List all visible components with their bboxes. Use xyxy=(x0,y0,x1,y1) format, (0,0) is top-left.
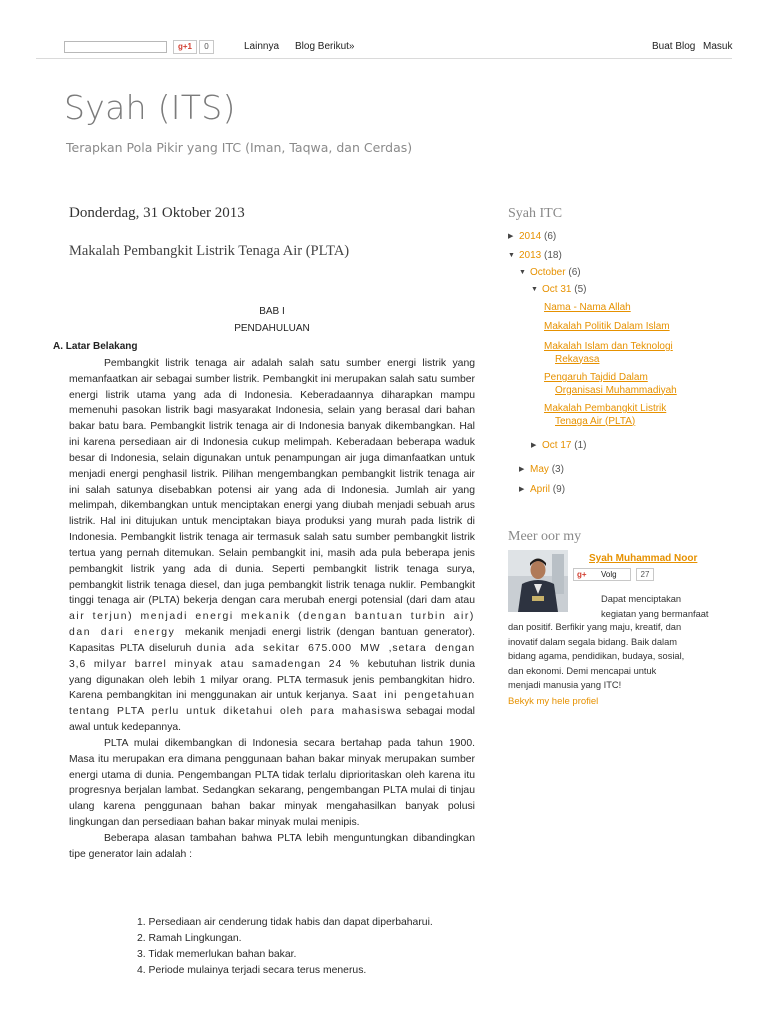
triangle-down-icon[interactable]: ▼ xyxy=(519,269,526,276)
paragraph-2: PLTA mulai dikembangkan di Indonesia secara bertahap pada tahun 1900. Masa itu merupakan era dimana penggunaan bahan bakar minyak merupakan sumber energi utama di dunia. Pengembangan PLTA tidak terlalu diprioritaskan oleh karena itu progresnya berjalan lambat. Sedangkan sekarang, pengembangan PLTA mulai di tinjau ulang karena penggunaan bahan bakar minyak mengahasilkan banyak polusi lingkungan dan persediaan bahan bakar minyak mulai menipis. xyxy=(69,737,475,829)
section-heading: A. Latar Belakang xyxy=(53,341,138,352)
list-item: 2. Ramah Lingkungan. xyxy=(137,933,242,945)
chapter-number: BAB I xyxy=(259,306,285,317)
post-body xyxy=(69,356,475,863)
archive-link-october[interactable]: October xyxy=(530,267,566,278)
chapter-title: PENDAHULUAN xyxy=(234,323,310,334)
list-item: 3. Tidak memerlukan bahan bakar. xyxy=(137,949,297,961)
triangle-right-icon[interactable]: ▶ xyxy=(519,486,525,493)
post-date: Donderdag, 31 Oktober 2013 xyxy=(69,205,245,221)
post-title[interactable]: Makalah Pembangkit Listrik Tenaga Air (PLTA) xyxy=(69,243,350,259)
triangle-right-icon[interactable]: ▶ xyxy=(508,233,514,240)
archive-link-april[interactable]: April xyxy=(530,484,551,495)
navbar-search-input[interactable] xyxy=(64,41,167,53)
navbar-more-link[interactable]: Lainnya xyxy=(244,41,280,52)
archive-link-2014[interactable]: 2014 xyxy=(519,231,542,242)
archive-post-link-current[interactable]: Makalah Pembangkit Listrik Tenaga Air (PLTA) xyxy=(544,403,667,427)
profile-bio-top: Dapat menciptakan kegiatan yang bermanfaat xyxy=(601,594,709,619)
gplus-follow-button[interactable]: g+ Volg xyxy=(573,568,631,581)
gplus-icon: g xyxy=(177,42,183,51)
follower-count: 27 xyxy=(636,568,654,581)
triangle-right-icon[interactable]: ▶ xyxy=(519,466,525,473)
navbar-create-blog-link[interactable]: Buat Blog xyxy=(652,41,696,52)
archive-link-oct17[interactable]: Oct 17 xyxy=(542,440,572,451)
gplus-one-button[interactable]: g+1 xyxy=(173,40,197,54)
view-full-profile-link[interactable]: Bekyk my hele profiel xyxy=(508,696,599,707)
archive-day-oct17: ▶ Oct 17 (1) xyxy=(531,440,587,451)
advantages-list xyxy=(137,915,433,979)
profile-bio-bottom: dan positif. Berfikir yang maju, kreatif, dan inovatif dalam segala bidang. Baik dalam bidang agama, pendidikan, budaya, sosial, dan ekonomi. Demi mencapai untuk menjadi manusia yang ITC! xyxy=(508,622,685,690)
archive-link-2013[interactable]: 2013 xyxy=(519,250,542,261)
gplus-count: 0 xyxy=(199,40,214,54)
archive-post-link[interactable]: Makalah Politik Dalam Islam xyxy=(544,321,670,332)
archive-post-link[interactable]: Pengaruh Tajdid Dalam Organisasi Muhammadiyah xyxy=(544,372,677,396)
archive-post-link[interactable]: Nama - Nama Allah xyxy=(544,302,631,313)
triangle-down-icon[interactable]: ▼ xyxy=(531,286,538,293)
archive-year-2014: ▶ 2014 (6) xyxy=(508,231,557,242)
gplus-icon: g+ xyxy=(577,570,587,579)
profile-avatar[interactable] xyxy=(508,550,568,612)
blog-description: Terapkan Pola Pikir yang ITC (Iman, Taqwa, dan Cerdas) xyxy=(66,140,413,155)
profile-photo xyxy=(508,550,568,612)
paragraph-3: Beberapa alasan tambahan bahwa PLTA lebih menguntungkan dibandingkan tipe generator lain adalah : xyxy=(69,832,475,860)
archive-month-april: ▶ April (9) xyxy=(519,484,566,495)
archive-post-link[interactable]: Makalah Islam dan Teknologi Rekayasa xyxy=(544,341,673,365)
about-widget-title: Meer oor my xyxy=(508,529,582,544)
archive-widget-title: Syah ITC xyxy=(508,206,563,221)
triangle-right-icon[interactable]: ▶ xyxy=(531,442,537,449)
archive-day-oct31: ▼ Oct 31 (5) xyxy=(531,284,587,295)
blog-title[interactable]: Syah (ITS) xyxy=(64,88,236,127)
archive-month-october: ▼ October (6) xyxy=(519,267,581,278)
list-item: 1. Persediaan air cenderung tidak habis dan dapat diperbaharui. xyxy=(137,917,433,928)
archive-link-may[interactable]: May xyxy=(530,464,549,475)
navbar-divider xyxy=(36,58,732,59)
navbar-signin-link[interactable]: Masuk xyxy=(703,41,733,52)
navbar-next-blog-link[interactable]: Blog Berikut» xyxy=(295,41,355,52)
archive-year-2013: ▼ 2013 (18) xyxy=(508,250,562,261)
archive-month-may: ▶ May (3) xyxy=(519,464,564,475)
blogger-navbar xyxy=(0,0,768,58)
paragraph-1: Pembangkit listrik tenaga air adalah salah satu sumber energi listrik yang memanfaatkan air sebagai sumber listrik. Pembangkit ini merupakan salah satu sumber energi listrik utama yang ada di Indonesia. Keberadaannya diharapkan mampu memenuhi pasokan listrik bagi masyarakat Indonesia, selain yang berasal dari bahan bakar batu bara. Pembangkit listrik tenaga air di Indonesia banyak dikembangkan. Hal ini karena persediaan air di Indonesia cukup melimpah. Keberadaan beberapa waduk besar di Indonesia, selain digunakan untuk penampungan air juga dimanfaatkan untuk menjadi energi penghasil listrik. Pilihan mengembangkan pembangkit listrik tenaga air ini salah satunya disebabkan potensi air yang ada di Indonesia. Jumlah air yang melimpah, dikembangkan untuk menciptakan energi yang diubah menjadi sebuah arus listrik. Hal ini ditujukan untuk menciptakan biaya produksi yang murah pada listrik di Indonesia. Pembangkit listrik tenaga air termasuk salah satu sumber pembangkit listrik tertua yang pernah ditemukan. Selain pembangkit ini, masih ada pula beberapa jenis pembangkit listrik yang ada di dunia. Seperti pembangkit listrik tenaga surya, pembangkit listrik tenaga diesel, dan juga pembangkit listrik tenaga nuklir. Pembangkit tinggi tenaga air (PLTA) bekerja dengan cara merubah energi potensial (dari dam atau air terjun) menjadi energi mekanik (dengan bantuan turbin air) dan dari energy mekanik menjadi energi listrik (dengan bantuan generator). Kapasitas PLTA diseluruh dunia ada sekitar 675.000 MW ,setara dengan 3,6 milyar barrel minyak atau samadengan 24 % kebutuhan listrik dunia yang digunakan oleh lebih 1 milyar orang. PLTA termasuk jenis pembangkitan hidro. Karena pembangkitan ini menggunakan air untuk kerjanya. Saat ini pengetahuan tentang PLTA perlu untuk diketahui oleh para mahasiswa sebagai modal awal untuk kedepannya. xyxy=(69,358,476,734)
profile-name-link[interactable]: Syah Muhammad Noor xyxy=(589,553,698,564)
list-item: 4. Periode mulainya terjadi secara terus menerus. xyxy=(137,965,367,977)
triangle-down-icon[interactable]: ▼ xyxy=(508,252,515,259)
archive-link-oct31[interactable]: Oct 31 xyxy=(542,284,572,295)
